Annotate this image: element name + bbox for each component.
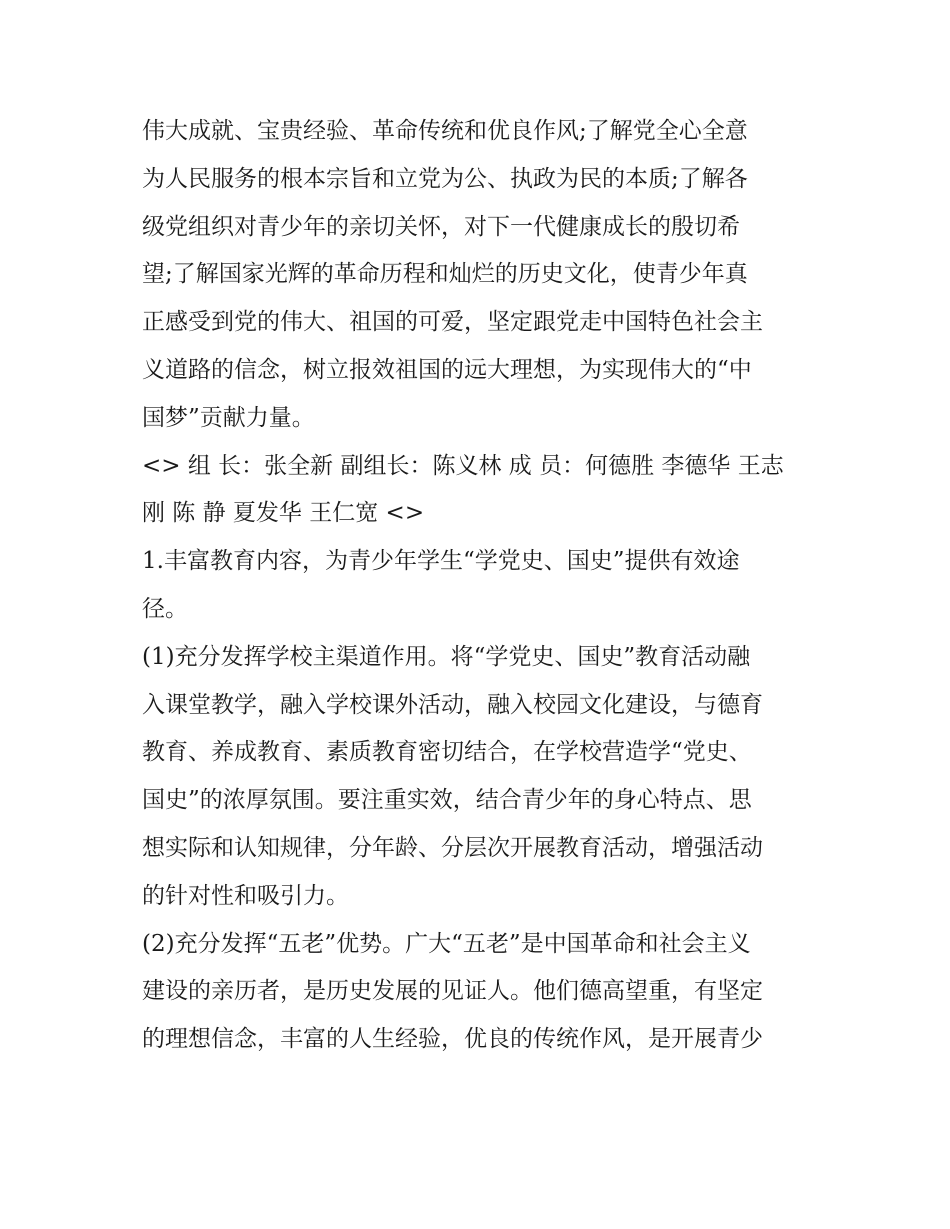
text-line: 国史”的浓厚氛围。要注重实效，结合青少年的身心特点、思: [142, 787, 752, 814]
text-line: 义道路的信念，树立报效祖国的远大理想，为实现伟大的“中: [142, 356, 752, 383]
text-line: (1)充分发挥学校主渠道作用。将“学党史、国史”教育活动融: [142, 643, 751, 670]
text-line: 级党组织对青少年的亲切关怀，对下一代健康成长的殷切希: [142, 213, 740, 240]
text-line: <> 组 长：张全新 副组长：陈义林 成 员：何德胜 李德华 王志: [142, 452, 784, 479]
text-line: 径。: [142, 595, 188, 622]
paragraph: [142, 443, 822, 539]
text-line: 的理想信念，丰富的人生经验，优良的传统作风，是开展青少: [142, 1026, 763, 1053]
paragraph: [142, 538, 822, 634]
paragraph: [142, 921, 822, 1064]
text-line: 入课堂教学，融入学校课外活动，融入校园文化建设，与德育: [142, 691, 763, 718]
text-line: 1.丰富教育内容，为青少年学生“学党史、国史”提供有效途: [142, 548, 740, 575]
text-line: 教育、养成教育、素质教育密切结合，在学校营造学“党史、: [142, 739, 752, 766]
text-line: 建设的亲历者，是历史发展的见证人。他们德高望重，有坚定: [142, 978, 763, 1005]
text-line: 刚 陈 静 夏发华 王仁宽 <>: [142, 500, 425, 527]
text-line: 正感受到党的伟大、祖国的可爱，坚定跟党走中国特色社会主: [142, 309, 763, 336]
paragraph: [142, 634, 822, 921]
text-line: 望;了解国家光辉的革命历程和灿烂的历史文化，使青少年真: [142, 261, 748, 288]
document-body: [142, 108, 822, 1064]
paragraph: [142, 108, 822, 443]
text-line: 为人民服务的根本宗旨和立党为公、执政为民的本质;了解各: [142, 165, 748, 192]
text-line: 的针对性和吸引力。: [142, 882, 349, 909]
text-line: 国梦”贡献力量。: [142, 404, 315, 431]
text-line: (2)充分发挥“五老”优势。广大“五老”是中国革命和社会主义: [142, 930, 751, 957]
text-line: 伟大成就、宝贵经验、革命传统和优良作风;了解党全心全意: [142, 118, 748, 144]
text-line: 想实际和认知规律，分年龄、分层次开展教育活动，增强活动: [142, 834, 763, 861]
